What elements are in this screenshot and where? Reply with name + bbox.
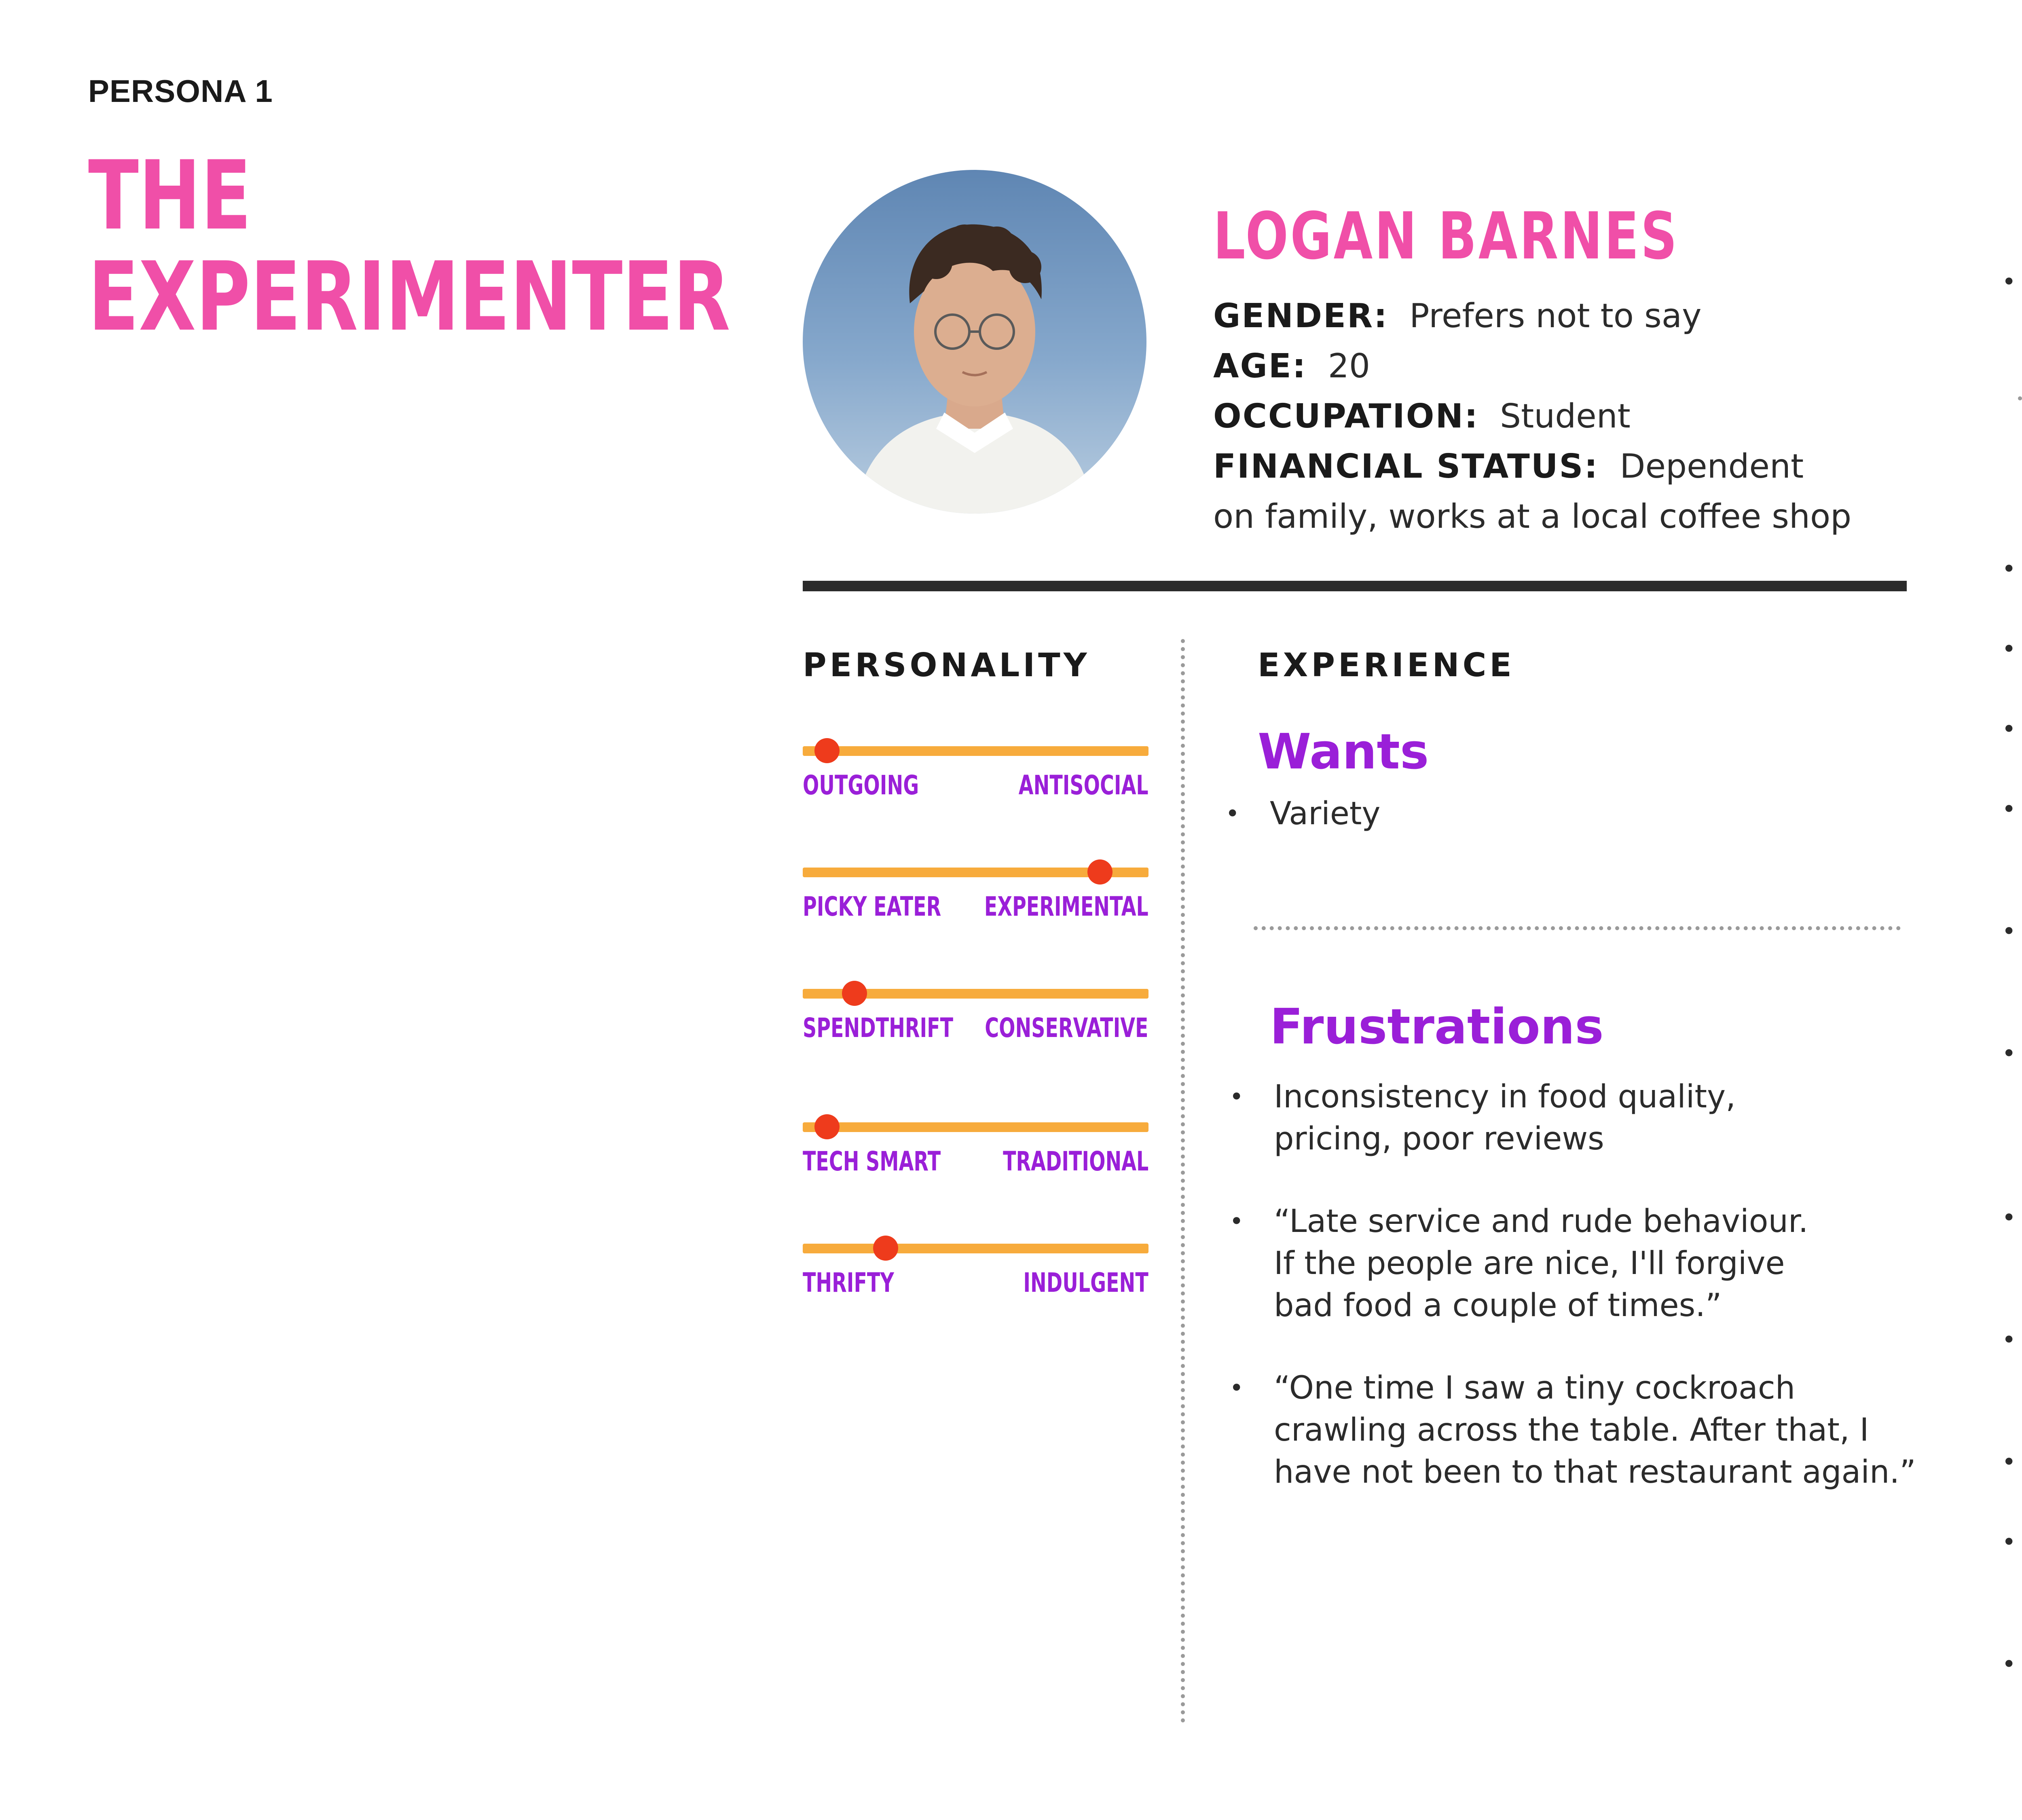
slider-knob	[814, 1114, 840, 1139]
gender-row	[1213, 291, 1901, 341]
list-item-line: bad food a couple of times.”	[1274, 1287, 1722, 1324]
slider-knob	[873, 1236, 898, 1261]
slider-knob	[814, 738, 840, 763]
slider-left-label: TECH SMART	[803, 1146, 941, 1177]
financial-row	[1213, 442, 1901, 492]
list-item-line: • “Late service and rude behaviour.	[1274, 1203, 1808, 1240]
list-item-line: crawling across the table. After that, I	[1274, 1412, 1869, 1448]
list-item	[1225, 793, 1893, 835]
age-label: AGE:	[1213, 347, 1307, 385]
list-item	[2002, 708, 2022, 750]
financial-row-continued	[1213, 492, 1901, 542]
list-item-line: pricing, poor reviews	[1274, 1121, 1604, 1157]
persona-name: LOGAN BARNES	[1213, 198, 1679, 274]
list-item	[2002, 1643, 2022, 1769]
list-item	[2002, 1521, 2022, 1605]
personality-experience-divider	[1181, 639, 1185, 1723]
list-item	[2002, 1033, 2022, 1159]
frustrations-list	[1229, 1076, 1917, 1493]
slider-track	[803, 1244, 1148, 1253]
slider-right-label: CONSERVATIVE	[985, 1012, 1148, 1043]
occupation-value: Student	[1500, 397, 1631, 436]
avatar	[803, 170, 1146, 514]
list-item-line: have not been to that restaurant again.”	[1274, 1454, 1916, 1490]
list-item	[2002, 628, 2022, 670]
slider-knob	[1087, 859, 1113, 885]
wants-list	[1225, 793, 1893, 835]
slider-knob	[842, 981, 867, 1006]
profile-facts	[1213, 291, 1901, 542]
environments-list	[2002, 548, 2022, 1769]
persona-label: PERSONA 1	[88, 73, 273, 109]
personality-heading: PERSONALITY	[803, 646, 1090, 684]
persona-title	[88, 141, 730, 352]
gains-divider	[2018, 396, 2022, 400]
slider-right-label: INDULGENT	[1023, 1267, 1148, 1298]
list-item	[1229, 1200, 1917, 1327]
gender-label: GENDER:	[1213, 297, 1388, 335]
slider-right-label: EXPERIMENTAL	[984, 891, 1148, 922]
list-item	[1229, 1076, 1917, 1160]
list-item	[2002, 910, 2022, 995]
list-item	[2002, 548, 2022, 590]
list-item-text: Variety	[1270, 796, 1381, 832]
list-item	[2002, 1197, 2022, 1281]
list-item	[2002, 261, 2022, 345]
slider-right-label: ANTISOCIAL	[1019, 770, 1148, 801]
occupation-label: OCCUPATION:	[1213, 397, 1479, 436]
list-item	[2002, 1441, 2022, 1483]
slider-track	[803, 746, 1148, 756]
persona-title-line-1: THE	[88, 141, 252, 251]
frustrations-heading: Frustrations	[1270, 999, 1604, 1055]
profile-divider	[803, 581, 1907, 591]
slider-left-label: THRIFTY	[803, 1267, 894, 1298]
age-value: 20	[1328, 347, 1371, 385]
list-item	[1229, 1367, 1917, 1493]
list-item	[2002, 788, 2022, 872]
gains-list	[2002, 261, 2022, 345]
age-row	[1213, 341, 1901, 392]
wants-heading: Wants	[1258, 724, 1429, 780]
experience-heading: EXPERIENCE	[1258, 646, 1515, 684]
financial-value: Dependent	[1620, 447, 1804, 486]
persona-title-line-2: EXPERIMENTER	[88, 242, 730, 352]
financial-label: FINANCIAL STATUS:	[1213, 447, 1599, 486]
wants-divider	[1254, 926, 1901, 930]
slider-track	[803, 1122, 1148, 1132]
list-item-line: If the people are nice, I'll forgive	[1274, 1245, 1785, 1282]
person-portrait-illustration	[803, 170, 1146, 514]
list-item-line: • Inconsistency in food quality,	[1274, 1079, 1736, 1115]
slider-left-label: OUTGOING	[803, 770, 919, 801]
occupation-row	[1213, 392, 1901, 442]
slider-left-label: SPENDTHRIFT	[803, 1012, 954, 1043]
slider-right-label: TRADITIONAL	[1003, 1146, 1148, 1177]
slider-left-label: PICKY EATER	[803, 891, 941, 922]
list-item-line: • “One time I saw a tiny cockroach	[1274, 1370, 1796, 1406]
list-item	[2002, 1319, 2022, 1403]
financial-value-continued: on family, works at a local coffee shop	[1213, 497, 1852, 536]
gender-value: Prefers not to say	[1409, 297, 1702, 335]
